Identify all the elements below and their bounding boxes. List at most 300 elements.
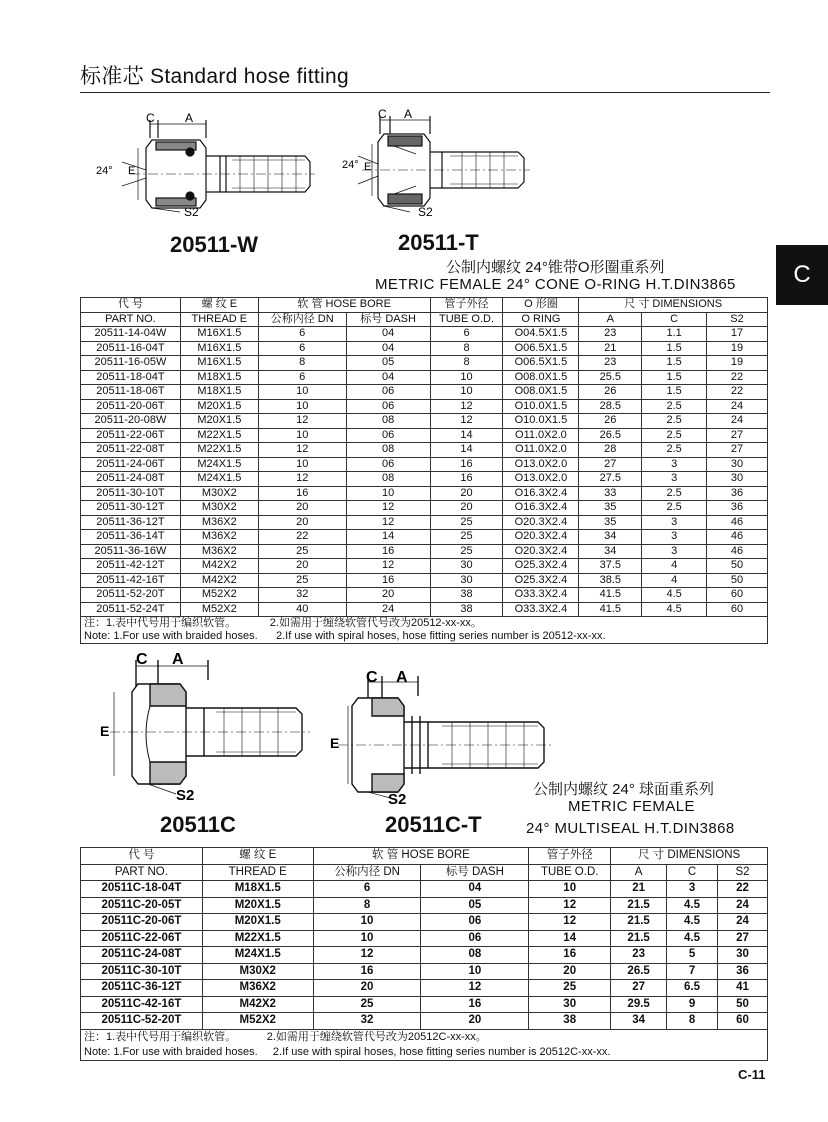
table-cell: O25.3X2.4 <box>503 559 579 574</box>
table-cell: 06 <box>346 385 430 400</box>
table-cell: 20 <box>430 486 503 501</box>
col-code-cn: 代 号 <box>81 298 181 313</box>
table-cell: M18X1.5 <box>180 385 258 400</box>
table-cell: 36 <box>707 501 768 516</box>
table-cell: 20511C-52-20T <box>81 1013 203 1030</box>
table-cell: 20511-16-05W <box>81 356 181 371</box>
table-cell: 35 <box>579 501 642 516</box>
table-row <box>81 573 768 588</box>
fitting-drawing-20511c-t <box>328 666 558 806</box>
table-cell: 1.1 <box>642 327 707 342</box>
table-cell: 23 <box>579 356 642 371</box>
table-cell: 7 <box>667 963 718 980</box>
table-cell: 38 <box>529 1013 611 1030</box>
table-cell: O06.5X1.5 <box>503 341 579 356</box>
table-cell: 20511-36-12T <box>81 515 181 530</box>
col-hose-bore: 软 管 HOSE BORE <box>258 298 430 313</box>
table-cell: 38 <box>430 588 503 603</box>
table-cell: 5 <box>667 947 718 964</box>
series-title-en-2: 24° MULTISEAL H.T.DIN3868 <box>526 820 735 837</box>
table-cell: O20.3X2.4 <box>503 515 579 530</box>
table-cell: 04 <box>346 341 430 356</box>
col-a: A <box>611 864 667 881</box>
table-cell: 10 <box>529 881 611 898</box>
table-cell: 28 <box>579 443 642 458</box>
table-cell: 30 <box>707 472 768 487</box>
table-cell: 20511C-20-06T <box>81 914 203 931</box>
table-cell: M36X2 <box>202 980 313 997</box>
dim-s2-label: S2 <box>388 791 407 806</box>
part-label-20511c: 20511C <box>160 812 236 837</box>
table-cell: 6 <box>258 370 346 385</box>
table-row <box>81 443 768 458</box>
dim-e-label: E <box>364 161 372 173</box>
table-note <box>81 617 768 644</box>
table-cell: 20511C-18-04T <box>81 881 203 898</box>
table-cell: 08 <box>421 947 529 964</box>
table-cell: O08.0X1.5 <box>503 385 579 400</box>
table-cell: 6 <box>313 881 421 898</box>
table-cell: 20511-52-24T <box>81 602 181 617</box>
col-s2: S2 <box>707 312 768 327</box>
part-label-20511c-t: 20511C-T <box>385 812 482 837</box>
table-cell: O16.3X2.4 <box>503 486 579 501</box>
dim-s2-label: S2 <box>418 205 433 219</box>
table-cell: M20X1.5 <box>180 414 258 429</box>
table-cell: 30 <box>430 573 503 588</box>
table-cell: M24X1.5 <box>180 457 258 472</box>
col-tube-cn: 管子外径 <box>529 848 611 865</box>
table-cell: 20511C-30-10T <box>81 963 203 980</box>
table-cell: 36 <box>707 486 768 501</box>
table-cell: 50 <box>707 559 768 574</box>
table-cell: 22 <box>258 530 346 545</box>
table-cell: 1.5 <box>642 385 707 400</box>
table-cell: M52X2 <box>180 602 258 617</box>
table-cell: 21.5 <box>611 930 667 947</box>
table-cell: 37.5 <box>579 559 642 574</box>
table-cell: 08 <box>346 414 430 429</box>
table-cell: 41.5 <box>579 602 642 617</box>
table-cell: 3 <box>642 530 707 545</box>
table-cell: 14 <box>529 930 611 947</box>
table-note <box>81 1029 768 1060</box>
table-cell: 20511-22-08T <box>81 443 181 458</box>
table-cell: 6 <box>258 341 346 356</box>
table-cell: 22 <box>718 881 768 898</box>
table-cell: 4.5 <box>667 914 718 931</box>
table-cell: 10 <box>258 457 346 472</box>
table-cell: 4.5 <box>642 602 707 617</box>
spec-table-20511c <box>80 847 768 1061</box>
table-cell: 20511C-20-05T <box>81 897 203 914</box>
col-dims: 尺 寸 DIMENSIONS <box>579 298 768 313</box>
series-title-en-1: METRIC FEMALE <box>568 798 695 815</box>
table-cell: 6.5 <box>667 980 718 997</box>
table-cell: 20 <box>258 501 346 516</box>
table-cell: 19 <box>707 341 768 356</box>
table-row <box>81 544 768 559</box>
table-cell: O11.0X2.0 <box>503 428 579 443</box>
table-row <box>81 356 768 371</box>
table-row <box>81 559 768 574</box>
dim-c-label: C <box>146 111 155 125</box>
table-cell: M52X2 <box>202 1013 313 1030</box>
table-cell: 8 <box>430 341 503 356</box>
col-thread: THREAD E <box>180 312 258 327</box>
fitting-drawing-20511c <box>96 650 316 800</box>
part-label-20511-t: 20511-T <box>398 230 479 255</box>
table-cell: 21 <box>611 881 667 898</box>
table-cell: 25.5 <box>579 370 642 385</box>
table-cell: 24 <box>718 897 768 914</box>
table-cell: 60 <box>707 588 768 603</box>
table-cell: M42X2 <box>180 573 258 588</box>
table-cell: 06 <box>421 930 529 947</box>
table-row <box>81 428 768 443</box>
table-cell: 3 <box>667 881 718 898</box>
table-cell: 16 <box>313 963 421 980</box>
table-cell: 20511-16-04T <box>81 341 181 356</box>
table-cell: 20511-14-04W <box>81 327 181 342</box>
table-cell: 10 <box>346 486 430 501</box>
table-row <box>81 501 768 516</box>
table-cell: 50 <box>718 996 768 1013</box>
page-number: C-11 <box>738 1067 766 1082</box>
table-cell: 3 <box>642 515 707 530</box>
table-cell: O16.3X2.4 <box>503 501 579 516</box>
table-row <box>81 472 768 487</box>
table-cell: O33.3X2.4 <box>503 588 579 603</box>
section-tab: C <box>776 245 828 305</box>
col-part-no: PART NO. <box>81 312 181 327</box>
table-cell: 24 <box>707 414 768 429</box>
col-dash: 标号 DASH <box>346 312 430 327</box>
col-c: C <box>642 312 707 327</box>
table-cell: M20X1.5 <box>202 914 313 931</box>
table-cell: 25 <box>430 530 503 545</box>
table-cell: 20 <box>258 559 346 574</box>
table-cell: 20511-52-20T <box>81 588 181 603</box>
table-cell: 14 <box>430 428 503 443</box>
table-cell: 27 <box>718 930 768 947</box>
table-cell: 35 <box>579 515 642 530</box>
table-cell: 05 <box>346 356 430 371</box>
table-row <box>81 530 768 545</box>
table-cell: 8 <box>258 356 346 371</box>
col-dn: 公称内径 DN <box>313 864 421 881</box>
col-hose-bore: 软 管 HOSE BORE <box>313 848 529 865</box>
table-row <box>81 327 768 342</box>
table-cell: 2.5 <box>642 428 707 443</box>
table-cell: 30 <box>529 996 611 1013</box>
table-cell: 17 <box>707 327 768 342</box>
table-cell: 32 <box>313 1013 421 1030</box>
table-cell: 12 <box>313 947 421 964</box>
table-row <box>81 457 768 472</box>
table-row <box>81 370 768 385</box>
table-cell: 27 <box>611 980 667 997</box>
dim-a-label: A <box>404 107 413 121</box>
table-row <box>81 1013 768 1030</box>
table-cell: 21.5 <box>611 897 667 914</box>
table-cell: 20511-22-06T <box>81 428 181 443</box>
table-cell: 60 <box>718 1013 768 1030</box>
table-cell: 06 <box>421 914 529 931</box>
col-tube: TUBE O.D. <box>430 312 503 327</box>
table-cell: M42X2 <box>180 559 258 574</box>
table-cell: 25 <box>258 544 346 559</box>
angle-label: 24° <box>96 165 113 177</box>
table-cell: 20511-20-06T <box>81 399 181 414</box>
part-label-20511-w: 20511-W <box>170 232 259 257</box>
table-row <box>81 414 768 429</box>
table-cell: M22X1.5 <box>180 428 258 443</box>
table-cell: 20511-30-12T <box>81 501 181 516</box>
table-cell: 10 <box>258 385 346 400</box>
table-cell: 38.5 <box>579 573 642 588</box>
dim-s2-label: S2 <box>184 205 199 219</box>
table-row <box>81 897 768 914</box>
table-row <box>81 515 768 530</box>
table-cell: 20511C-22-06T <box>81 930 203 947</box>
table-cell: 23 <box>579 327 642 342</box>
table-cell: 25 <box>430 544 503 559</box>
note-en: Note: 1.For use with braided hoses. 2.If use with spiral hoses, hose fitting series number is 20512C-xx-xx. <box>84 1045 611 1058</box>
table-cell: 20511-18-04T <box>81 370 181 385</box>
table-cell: 10 <box>421 963 529 980</box>
note-en: Note: 1.For use with braided hoses. 2.If use with spiral hoses, hose fitting series number is 20512-xx-xx. <box>84 630 606 642</box>
table-row <box>81 486 768 501</box>
table-cell: 14 <box>346 530 430 545</box>
table-cell: M18X1.5 <box>180 370 258 385</box>
table-cell: 20 <box>258 515 346 530</box>
table-cell: 21 <box>579 341 642 356</box>
table-cell: O13.0X2.0 <box>503 457 579 472</box>
table-cell: O06.5X1.5 <box>503 356 579 371</box>
table-cell: 06 <box>346 399 430 414</box>
table-cell: 50 <box>707 573 768 588</box>
table-cell: 20511-42-16T <box>81 573 181 588</box>
table-cell: 23 <box>611 947 667 964</box>
table-cell: 26.5 <box>611 963 667 980</box>
table-cell: 12 <box>346 559 430 574</box>
table-cell: O08.0X1.5 <box>503 370 579 385</box>
table-cell: O04.5X1.5 <box>503 327 579 342</box>
table-cell: M30X2 <box>180 501 258 516</box>
table-cell: 16 <box>430 472 503 487</box>
table-cell: 20511C-36-12T <box>81 980 203 997</box>
table-cell: 3 <box>642 472 707 487</box>
table-cell: 20511-18-06T <box>81 385 181 400</box>
table-cell: 20 <box>313 980 421 997</box>
table-cell: 26.5 <box>579 428 642 443</box>
table-cell: M20X1.5 <box>202 897 313 914</box>
table-cell: 12 <box>529 914 611 931</box>
table-cell: 4.5 <box>667 930 718 947</box>
table-cell: 20511-36-16W <box>81 544 181 559</box>
table-cell: 20511-20-08W <box>81 414 181 429</box>
table-cell: 22 <box>707 370 768 385</box>
table-cell: 12 <box>529 897 611 914</box>
table-cell: 24 <box>707 399 768 414</box>
table-cell: O20.3X2.4 <box>503 544 579 559</box>
col-a: A <box>579 312 642 327</box>
table-cell: 25 <box>258 573 346 588</box>
note-cn: 注：1.表中代号用于编织软管。 2.如需用于缠绕软管代号改为20512C-xx-xx。 <box>84 1030 487 1043</box>
table-cell: 20511-36-14T <box>81 530 181 545</box>
table-cell: 12 <box>346 501 430 516</box>
table-cell: 04 <box>346 370 430 385</box>
table-cell: 1.5 <box>642 341 707 356</box>
table-cell: M18X1.5 <box>202 881 313 898</box>
table-cell: 06 <box>346 428 430 443</box>
table-cell: 20 <box>529 963 611 980</box>
table-cell: 26 <box>579 385 642 400</box>
table-cell: 6 <box>430 327 503 342</box>
col-c: C <box>667 864 718 881</box>
table-cell: 10 <box>258 428 346 443</box>
table-cell: M36X2 <box>180 530 258 545</box>
table-cell: 20511C-24-08T <box>81 947 203 964</box>
table-cell: M22X1.5 <box>180 443 258 458</box>
table-cell: M22X1.5 <box>202 930 313 947</box>
table-cell: M36X2 <box>180 544 258 559</box>
table-cell: 12 <box>421 980 529 997</box>
table-cell: O10.0X1.5 <box>503 414 579 429</box>
table-cell: 1.5 <box>642 356 707 371</box>
table-cell: 41 <box>718 980 768 997</box>
table-row <box>81 602 768 617</box>
col-thread: THREAD E <box>202 864 313 881</box>
table-cell: 12 <box>430 414 503 429</box>
fitting-drawing-20511-t <box>338 104 538 222</box>
table-cell: 14 <box>430 443 503 458</box>
table-cell: 12 <box>258 414 346 429</box>
table-row <box>81 996 768 1013</box>
table-cell: 20511C-42-16T <box>81 996 203 1013</box>
table-row <box>81 341 768 356</box>
table-cell: O20.3X2.4 <box>503 530 579 545</box>
col-part-no: PART NO. <box>81 864 203 881</box>
table-cell: 24 <box>718 914 768 931</box>
table-cell: 2.5 <box>642 501 707 516</box>
table-cell: 4.5 <box>642 588 707 603</box>
table-cell: 19 <box>707 356 768 371</box>
table-cell: 1.5 <box>642 370 707 385</box>
dim-a-label: A <box>172 651 184 668</box>
table-cell: 4.5 <box>667 897 718 914</box>
table-cell: 40 <box>258 602 346 617</box>
note-cn: 注：1.表中代号用于编织软管。 2.如需用于缠绕软管代号改为20512-xx-xx。 <box>84 617 482 629</box>
table-cell: 20511-30-10T <box>81 486 181 501</box>
table-cell: 8 <box>430 356 503 371</box>
series-title-cn: 公制内螺纹 24°锥带O形圈重系列 <box>446 259 665 276</box>
table-cell: 22 <box>707 385 768 400</box>
table-cell: M30X2 <box>180 486 258 501</box>
dim-c-label: C <box>378 107 387 121</box>
table-cell: 10 <box>258 399 346 414</box>
table-row <box>81 385 768 400</box>
table-cell: 33 <box>579 486 642 501</box>
table-cell: 46 <box>707 515 768 530</box>
table-cell: 30 <box>707 457 768 472</box>
dim-e-label: E <box>128 165 136 177</box>
table-cell: 2.5 <box>642 414 707 429</box>
table-cell: 20 <box>346 588 430 603</box>
table-cell: 16 <box>430 457 503 472</box>
col-oring-cn: O 形圈 <box>503 298 579 313</box>
spec-table-20511 <box>80 297 768 644</box>
table-cell: 12 <box>258 472 346 487</box>
table-cell: 46 <box>707 530 768 545</box>
table-cell: 26 <box>579 414 642 429</box>
col-dn: 公称内径 DN <box>258 312 346 327</box>
table-cell: 20511-24-08T <box>81 472 181 487</box>
table-cell: 25 <box>430 515 503 530</box>
page-title: 标准芯 Standard hose fitting <box>80 65 349 88</box>
table-cell: 60 <box>707 602 768 617</box>
table-cell: 8 <box>313 897 421 914</box>
table-cell: 34 <box>611 1013 667 1030</box>
table-cell: 04 <box>421 881 529 898</box>
table-cell: 21.5 <box>611 914 667 931</box>
table-cell: 29.5 <box>611 996 667 1013</box>
table-cell: O33.3X2.4 <box>503 602 579 617</box>
table-cell: 08 <box>346 472 430 487</box>
series-title-cn: 公制内螺纹 24° 球面重系列 <box>533 781 715 798</box>
table-row <box>81 963 768 980</box>
table-cell: 4 <box>642 573 707 588</box>
table-cell: 2.5 <box>642 399 707 414</box>
table-cell: 10 <box>313 930 421 947</box>
table-cell: 34 <box>579 530 642 545</box>
table-cell: 16 <box>346 544 430 559</box>
table-cell: O25.3X2.4 <box>503 573 579 588</box>
table-row <box>81 588 768 603</box>
table-cell: M20X1.5 <box>180 399 258 414</box>
dim-e-label: E <box>330 735 340 751</box>
table-cell: 20511-42-12T <box>81 559 181 574</box>
angle-label: 24° <box>342 159 359 171</box>
series-title-en: METRIC FEMALE 24° CONE O-RING H.T.DIN3865 <box>375 276 736 293</box>
table-cell: 20 <box>421 1013 529 1030</box>
table-cell: 2.5 <box>642 486 707 501</box>
table-cell: 30 <box>718 947 768 964</box>
dim-c-label: C <box>136 651 148 668</box>
col-tube-cn: 管子外径 <box>430 298 503 313</box>
table-cell: O10.0X1.5 <box>503 399 579 414</box>
table-cell: M52X2 <box>180 588 258 603</box>
table-cell: 16 <box>346 573 430 588</box>
table-row <box>81 881 768 898</box>
dim-e-label: E <box>100 723 110 739</box>
table-cell: 6 <box>258 327 346 342</box>
col-thread-cn: 螺 纹 E <box>180 298 258 313</box>
dim-a-label: A <box>396 669 408 686</box>
table-cell: 10 <box>430 370 503 385</box>
table-cell: 8 <box>667 1013 718 1030</box>
col-dash: 标号 DASH <box>421 864 529 881</box>
table-cell: 30 <box>430 559 503 574</box>
table-cell: 27 <box>707 428 768 443</box>
table-cell: 24 <box>346 602 430 617</box>
table-cell: 12 <box>430 399 503 414</box>
table-cell: 3 <box>642 457 707 472</box>
table-cell: M16X1.5 <box>180 356 258 371</box>
table-cell: 12 <box>346 515 430 530</box>
dim-c-label: C <box>366 669 378 686</box>
